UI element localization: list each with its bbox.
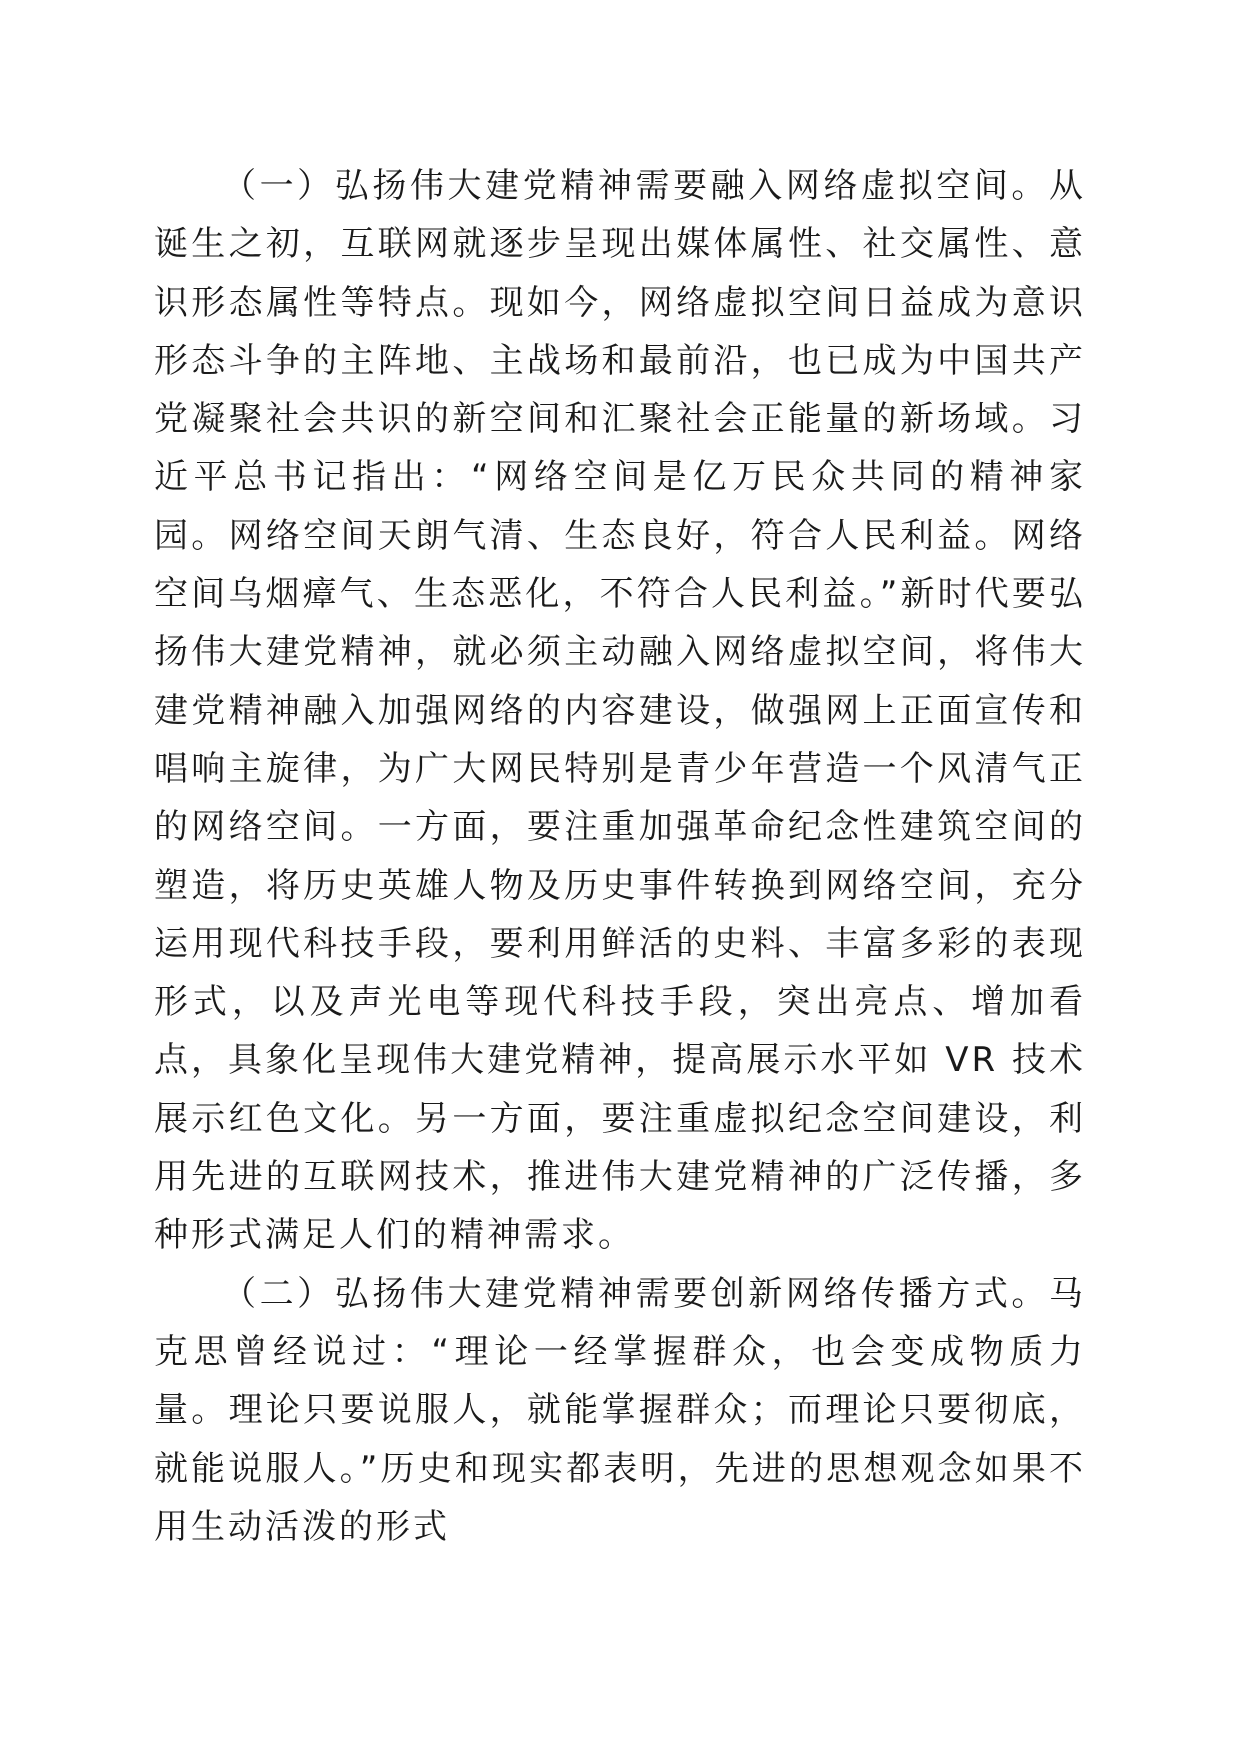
paragraph-2: （二）弘扬伟大建党精神需要创新网络传播方式。马克思曾经说过：“理论一经掌握群众，也会变成物质力量。理论只要说服人，就能掌握群众；而理论只要彻底，就能说服人。”历史和现实都表明，先进的思想观念如果不用生动活泼的形式 (154, 1273, 1086, 1547)
document-body (154, 157, 1086, 1556)
paragraph-1: （一）弘扬伟大建党精神需要融入网络虚拟空间。从诞生之初，互联网就逐步呈现出媒体属性、社交属性、意识形态属性等特点。现如今，网络虚拟空间日益成为意识形态斗争的主阵地、主战场和最前沿，也已成为中国共产党凝聚社会共识的新空间和汇聚社会正能量的新场域。习近平总书记指出：“网络空间是亿万民众共同的精神家园。网络空间天朗气清、生态良好，符合人民利益。网络空间乌烟瘴气、生态恶化，不符合人民利益。”新时代要弘扬伟大建党精神，就必须主动融入网络虚拟空间，将伟大建党精神融入加强网络的内容建设，做强网上正面宣传和唱响主旋律，为广大网民特别是青少年营造一个风清气正的网络空间。一方面，要注重加强革命纪念性建筑空间的塑造，将历史英雄人物及历史事件转换到网络空间，充分运用现代科技手段，要利用鲜活的史料、丰富多彩的表现形式，以及声光电等现代科技手段，突出亮点、增加看点，具象化呈现伟大建党精神，提高展示水平如 VR 技术展示红色文化。另一方面，要注重虚拟纪念空间建设，利用先进的互联网技术，推进伟大建党精神的广泛传播，多种形式满足人们的精神需求。 (154, 166, 1086, 1256)
